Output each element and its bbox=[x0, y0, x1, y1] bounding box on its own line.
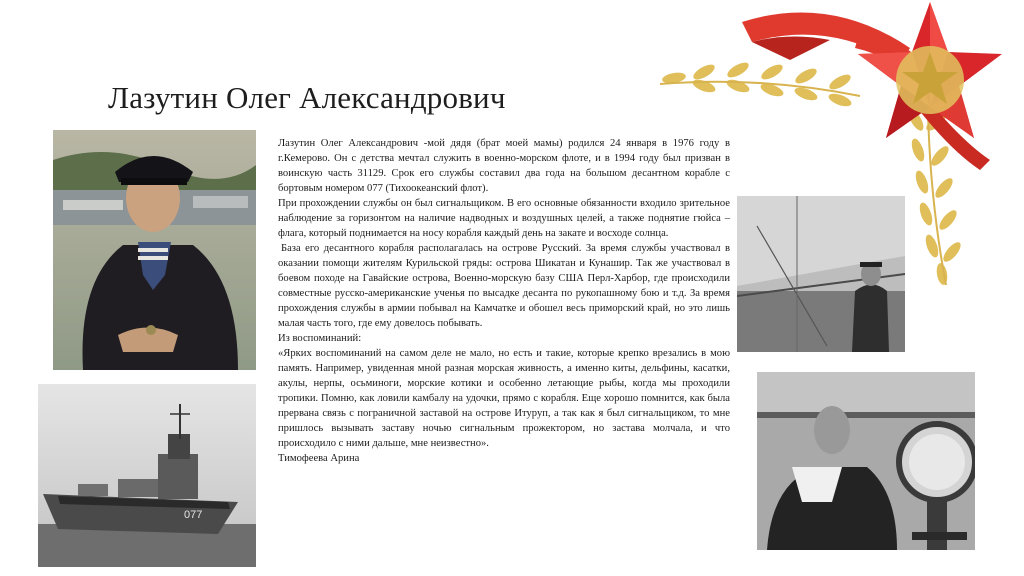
author-signature: Тимофеева Арина bbox=[278, 453, 360, 464]
paragraph-duties: При прохождении службы он был сигнальщиком. В его основные обязанности входило зрительное наблюдение за горизонтом на наличие надводных и воздушных целей, а также поднятие гюйса – флага, который поднимается на носу корабля каждый день на закате и восходе солнца. bbox=[278, 198, 730, 239]
paragraph-intro: Лазутин Олег Александрович -мой дядя (брат моей мамы) родился 24 января в 1976 году в г.Кемерово. Он с детства мечтал служить в военно-морском флоте, и в 1994 году был призван в воинскую часть 31129. Срок его службы составил два года на большом десантном корабле с бортовым номером 077 (Тихоокеанский флот). bbox=[278, 138, 730, 194]
paragraph-base: База его десантного корабля располагалась на острове Русский. За время службы участвовал в оказании помощи жителям Курильской гряды: острова Шикатан и Кунашир. Так же участвовал в боевом походе на Гавайские острова, Военно-морскую базу США Перл-Харбор, где происходили совместные русско-американские ученья по высадке десанта по рукопашному бою и т.д. За время прохождения службы в армии побывал на Камчатке и обошел весь приморский край, но это лишь малая часть того, где ему довелось побывать. bbox=[278, 243, 730, 329]
victory-star-decoration bbox=[660, 0, 1024, 290]
portrait-photo-color bbox=[53, 130, 256, 370]
paragraph-memories-heading: Из воспоминаний: bbox=[278, 333, 362, 344]
sailor-searchlight-photo bbox=[757, 372, 975, 550]
ship-hull-number: 077 bbox=[184, 509, 203, 521]
paragraph-memories-quote: «Ярких воспоминаний на самом деле не мало, но есть и такие, которые крепко врезались в мою память. Например, увиденная мной разная морская живность, а именно киты, дельфины, касатки, акулы, нерпы, осьминоги, морские котики и особенно летающие рыбы, когда мы проходили тропики. Помню, как ловили камбалу на удочки, прямо с корабля. Еще хорошо помнится, как была прервана связь с пограничной заставой на острове Итуруп, а так как я был сигнальщиком, то мне пришлось вызывать заставу ночью сигнальным прожектором, но застава молчала, и что происходило с ними дальше, мне неизвестно». bbox=[278, 348, 730, 449]
page-title: Лазутин Олег Александрович bbox=[108, 80, 506, 115]
ship-photo bbox=[38, 384, 256, 567]
